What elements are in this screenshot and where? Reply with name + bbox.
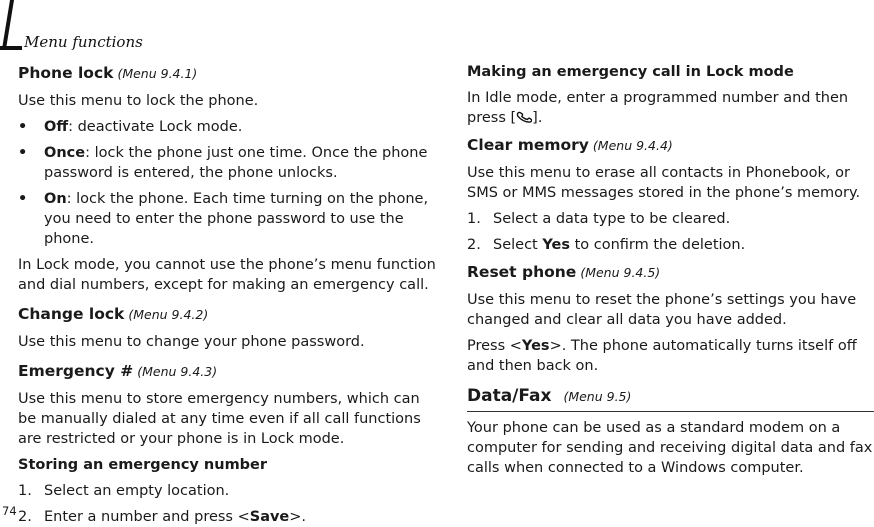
clear-memory-heading xyxy=(467,134,874,157)
data-fax-text: Your phone can be used as a standard modem on a computer for sending and receiving digital data and fax calls when connected to a Windows computer. xyxy=(467,420,873,476)
step-text: Select a data type to be cleared. xyxy=(493,211,731,227)
emergency-text: Use this menu to store emergency numbers, which can be manually dialed at any time even if all call functions are restricted or your phone is in Lock mode. xyxy=(18,391,421,447)
step-bold: Yes xyxy=(542,237,570,253)
bullet-icon: • xyxy=(18,191,28,207)
bullet-off xyxy=(18,117,438,137)
press-text-start: Press < xyxy=(467,338,522,354)
step-number: 2. xyxy=(18,509,32,525)
change-lock-heading xyxy=(18,303,438,326)
section-divider xyxy=(467,411,874,412)
bullet-term: Off xyxy=(44,119,69,135)
step-number: 1. xyxy=(18,483,32,499)
reset-phone-ref: (Menu 9.4.5) xyxy=(580,265,661,280)
data-fax-heading xyxy=(467,384,874,409)
emergency-ref: (Menu 9.4.3) xyxy=(137,364,218,379)
bullet-text: : lock the phone. Each time turning on the phone, you need to enter the phone password to use the phone. xyxy=(44,191,429,247)
header-bar-graphic xyxy=(0,0,22,52)
data-fax-title: Data/Fax xyxy=(467,386,552,406)
emergency-title: Emergency # xyxy=(18,362,134,380)
reset-phone-title: Reset phone xyxy=(467,263,577,281)
clear-memory-ref: (Menu 9.4.4) xyxy=(592,138,673,153)
bullet-term: On xyxy=(44,191,67,207)
change-lock-ref: (Menu 9.4.2) xyxy=(128,307,209,322)
step-text: Select xyxy=(493,237,543,253)
phone-lock-title: Phone lock xyxy=(18,64,114,82)
emergency-heading xyxy=(18,360,438,383)
step-text-end: to confirm the deletion. xyxy=(569,237,746,253)
step-bold: Save xyxy=(249,509,290,525)
change-lock-title: Change lock xyxy=(18,305,125,323)
making-call-text-start: In Idle mode, enter a programmed number and then press [ xyxy=(467,90,849,126)
step-number: 1. xyxy=(467,211,481,227)
data-fax-ref: (Menu 9.5) xyxy=(563,389,632,404)
right-column xyxy=(467,62,874,478)
left-column xyxy=(18,62,438,527)
phone-lock-intro: Use this menu to lock the phone. xyxy=(18,93,259,109)
change-lock-text: Use this menu to change your phone password. xyxy=(18,334,365,350)
step-text-end: >. xyxy=(289,509,307,525)
press-bold: Yes xyxy=(521,338,550,354)
step-text: Enter a number and press < xyxy=(44,509,250,525)
step-number: 2. xyxy=(467,237,481,253)
clear-step-1 xyxy=(467,209,874,229)
making-call-text-end: ]. xyxy=(532,110,543,126)
phone-lock-heading xyxy=(18,62,438,85)
bullet-once xyxy=(18,143,438,183)
storing-emergency-title: Storing an emergency number xyxy=(18,457,268,473)
clear-step-2 xyxy=(467,235,874,255)
clear-memory-title: Clear memory xyxy=(467,136,589,154)
bullet-on xyxy=(18,189,438,249)
reset-phone-heading xyxy=(467,261,874,284)
clear-memory-text: Use this menu to erase all contacts in Phonebook, or SMS or MMS messages stored in the phone’s memory. xyxy=(467,165,861,201)
step-1 xyxy=(18,481,438,501)
step-2 xyxy=(18,507,438,527)
bullet-text: : deactivate Lock mode. xyxy=(68,119,243,135)
step-text: Select an empty location. xyxy=(44,483,230,499)
press-text-end: >. The phone automatically turns itself off and then back on. xyxy=(467,338,857,374)
making-call-title: Making an emergency call in Lock mode xyxy=(467,64,794,80)
making-call-text xyxy=(467,88,874,128)
reset-phone-press xyxy=(467,336,874,376)
phone-lock-note: In Lock mode, you cannot use the phone’s menu function and dial numbers, except for making an emergency call. xyxy=(18,257,436,293)
bullet-term: Once xyxy=(44,145,86,161)
reset-phone-text: Use this menu to reset the phone’s settings you have changed and clear all data you have added. xyxy=(467,292,857,328)
call-key-icon xyxy=(516,110,532,124)
phone-lock-ref: (Menu 9.4.1) xyxy=(117,66,198,81)
page-number: 74 xyxy=(2,504,17,518)
bullet-text: : lock the phone just one time. Once the phone password is entered, the phone unlocks. xyxy=(44,145,428,181)
header-title: Menu functions xyxy=(24,33,143,51)
bullet-icon: • xyxy=(18,145,28,161)
bullet-icon: • xyxy=(18,119,28,135)
